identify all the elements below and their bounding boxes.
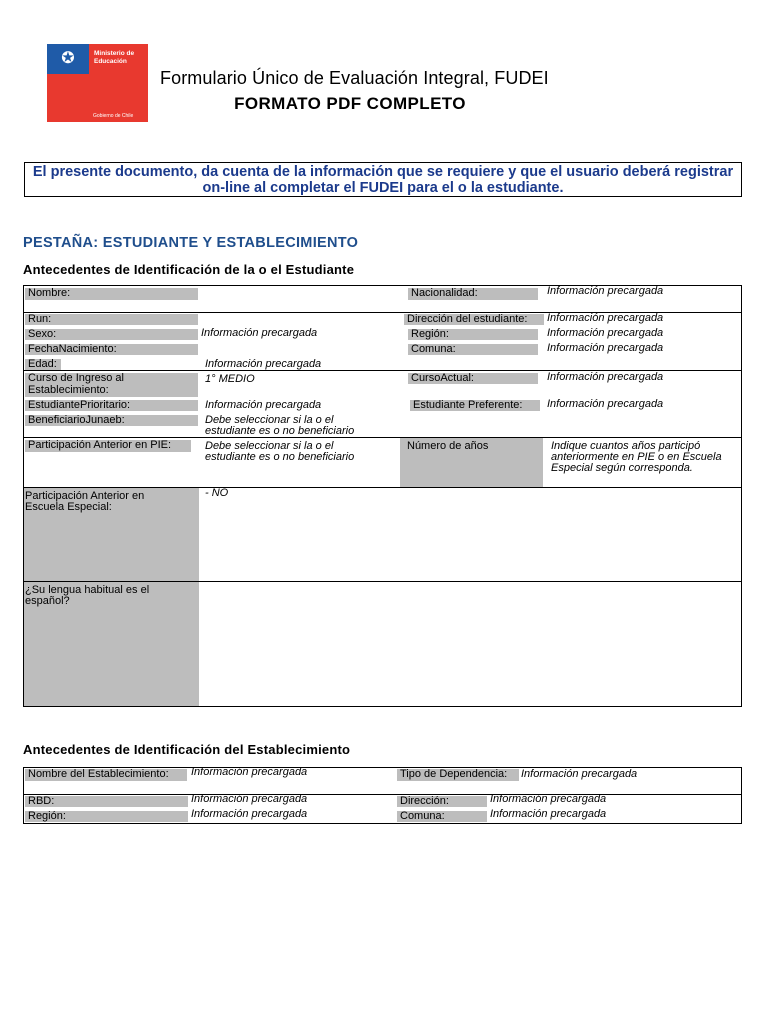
nombre-label: Nombre: [25,288,198,300]
numero-anos-label: Número de años [407,440,489,452]
direccion-label: Dirección: [397,796,487,807]
nombre-establecimiento-value: Información precargada [191,766,308,778]
document-subtitle: FORMATO PDF COMPLETO [234,94,466,113]
logo-government-text: Gobierno de Chile [93,113,134,119]
estudiante-preferente-label: Estudiante Preferente: [410,400,540,411]
coat-of-arms-icon: ✪ [61,50,75,67]
direccion-estudiante-label: Dirección del estudiante: [404,314,544,325]
estudiante-prioritario-label: EstudiantePrioritario: [25,400,198,411]
sexo-label: Sexo: [25,329,198,340]
logo-flag-part [47,44,89,122]
comuna-label: Comuna: [408,344,538,355]
school-heading: Antecedentes de Identificación del Establecimiento [23,742,351,757]
table-divider [23,794,742,795]
logo-blue-field [47,44,89,74]
table-divider [23,437,742,438]
sexo-value: Información precargada [201,327,318,339]
student-heading: Antecedentes de Identificación de la o el Estudiante [23,262,355,277]
tipo-dependencia-value: Información precargada [521,768,638,780]
region-establecimiento-value: Información precargada [191,808,308,820]
section-title: PESTAÑA: ESTUDIANTE Y ESTABLECIMIENTO [23,235,359,251]
direccion-estudiante-value: Información precargada [547,312,664,324]
logo-ministry-text: Ministerio de Educación [94,50,135,65]
nacionalidad-label: Nacionalidad: [408,288,538,300]
run-label: Run: [25,314,198,325]
beneficiario-junaeb-value: Debe seleccionar si la o el estudiante es o no beneficiario [205,414,355,437]
edad-value: Información precargada [205,358,322,370]
participacion-pie-label: Participación Anterior en PIE: [25,440,191,452]
rbd-value: Información precargada [191,793,308,805]
escuela-especial-label: Participación Anterior en Escuela Especial: [25,490,145,513]
estudiante-prioritario-value: Información precargada [205,399,322,411]
nacionalidad-value: Información precargada [547,285,664,297]
region-establecimiento-label: Región: [25,811,188,822]
comuna-value: Información precargada [547,342,664,354]
logo-red-block [89,44,148,122]
logo-red-field [47,74,89,122]
curso-actual-label: CursoActual: [408,373,538,384]
curso-ingreso-label: Curso de Ingreso al Establecimiento: [25,373,145,397]
direccion-value: Información precargada [490,793,607,805]
document-title: Formulario Único de Evaluación Integral, FUDEI [160,68,549,88]
comuna-establecimiento-value: Información precargada [490,808,607,820]
edad-label: Edad: [25,359,61,370]
rbd-label: RBD: [25,796,188,807]
curso-actual-value: Información precargada [547,371,664,383]
label-shading [145,373,198,397]
region-label: Región: [408,329,538,340]
fecha-nacimiento-label: FechaNacimiento: [25,344,198,355]
curso-ingreso-value: 1° MEDIO [205,373,255,385]
intro-box: El presente documento, da cuenta de la información que se requiere y que el usuario deberá registrar on-line al completar el FUDEI para el o la estudiante. [24,162,742,197]
nombre-establecimiento-label: Nombre del Establecimiento: [25,769,187,781]
region-value: Información precargada [547,327,664,339]
escuela-especial-value: - NO [205,487,229,499]
comuna-establecimiento-label: Comuna: [397,811,487,822]
numero-anos-value: Indique cuantos años participó anteriormente en PIE o en Escuela Especial según corresponda. [551,440,722,474]
estudiante-preferente-value: Información precargada [547,398,664,410]
participacion-pie-value: Debe seleccionar si la o el estudiante es o no beneficiario [205,440,355,463]
lengua-label: ¿Su lengua habitual es el español? [25,584,150,607]
ministerio-logo [47,44,148,122]
beneficiario-junaeb-label: BeneficiarioJunaeb: [25,415,198,426]
tipo-dependencia-label: Tipo de Dependencia: [397,769,519,781]
